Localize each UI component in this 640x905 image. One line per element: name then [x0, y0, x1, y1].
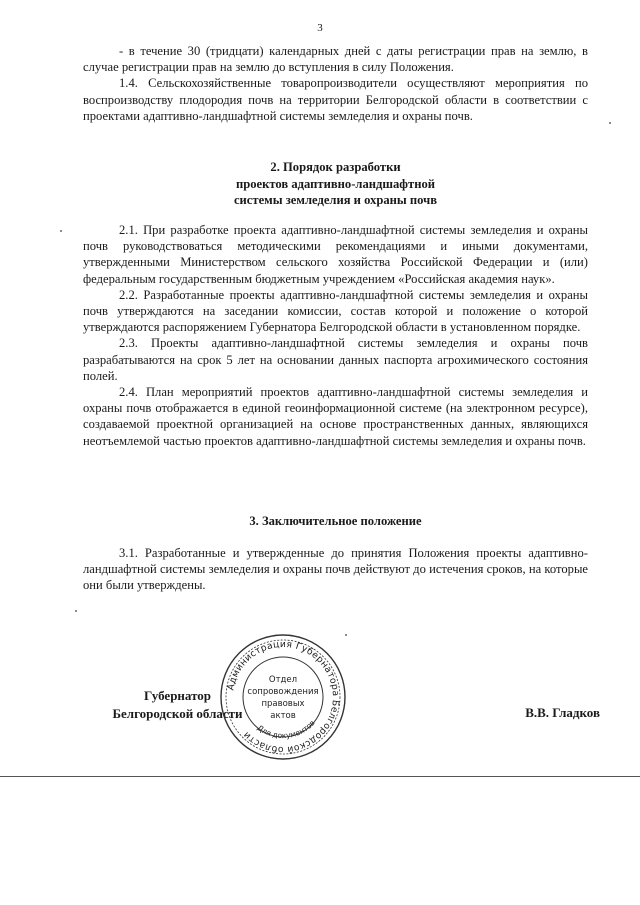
section-2-title-line-3: системы земледелия и охраны почв: [233, 193, 438, 207]
top-paragraphs: [83, 43, 588, 124]
stamp-inner-line-3: правовых: [261, 699, 305, 709]
stamp-outer-ring: [221, 635, 345, 759]
page-number: 3: [317, 22, 323, 34]
paragraph-3-1: 3.1. Разработанные и утвержденные до принятия Положения проекты адаптивно-ландшафтной системы земледелия и охраны почв действуют до истечения сроков, на которые они были утверждены.: [83, 546, 588, 593]
section-3-title: 3. Заключительное положение: [249, 514, 422, 528]
signatory-position-line-2: Белгородской области: [112, 706, 243, 721]
section-2-title-line-1: 2. Порядок разработки: [270, 160, 401, 174]
section-3-body: [83, 545, 588, 594]
footer-rule: [0, 776, 640, 777]
stamp-inner-line-2: сопровождения: [247, 687, 319, 697]
stamp-bottom-text: Для документов: [255, 718, 317, 741]
paragraph-2-3: 2.3. Проекты адаптивно-ландшафтной системы земледелия и охраны почв разрабатываются на срок 5 лет на основании данных паспорта агрохимического состояния полей.: [83, 336, 588, 383]
paragraph-2-1: 2.1. При разработке проекта адаптивно-ландшафтной системы земледелия и охраны почв руководствоваться методическими рекомендациями и иными документами, утвержденными Министерством сельского хозяйства Российской Федерации и (или) федеральным государственным бюджетным учреждением «Российская академия наук».: [83, 223, 588, 286]
scan-artifact-dot: [75, 610, 77, 612]
scan-artifact-dot: [345, 634, 347, 636]
section-2-heading: [83, 159, 588, 209]
scan-artifact-dot: [60, 230, 62, 232]
paragraph-deadline: - в течение 30 (тридцати) календарных дней с даты регистрации прав на землю, в случае регистрации прав на землю до вступления в силу Положения.: [83, 44, 588, 75]
section-3-heading: [83, 513, 588, 530]
stamp-inner-line-1: Отдел: [268, 675, 298, 685]
paragraph-2-2: 2.2. Разработанные проекты адаптивно-ландшафтной системы земледелия и охраны почв утверждаются на заседании комиссии, состав которой и положение о которой утверждаются распоряжением Губернатора Белгородской области в установленном порядке.: [83, 287, 588, 335]
section-2-title-line-2: проектов адаптивно-ландшафтной: [235, 176, 436, 191]
official-stamp: [218, 632, 348, 762]
section-2-body: [83, 222, 588, 449]
paragraph-1-4: 1.4. Сельскохозяйственные товаропроизводители осуществляют мероприятия по воспроизводству плодородия почв на территории Белгородской области в соответствии с проектами адаптивно-ландшафтной системы земледелия и охраны почв.: [83, 76, 588, 123]
stamp-ring-text: Администрация Губернатора Белгородской области: [225, 638, 342, 756]
paragraph-2-4: 2.4. План мероприятий проектов адаптивно-ландшафтной системы земледелия и охраны почв отображается в единой геоинформационной системе (на электронном ресурсе), создаваемой проектной организацией на основе пространственных данных, являющихся неотъемлемой частью проектов адаптивно-ландшафтной системы земледелия и охраны почв.: [83, 385, 588, 448]
signatory-position-line-1: Губернатор: [143, 688, 212, 703]
signatory-name: В.В. Гладков: [525, 705, 600, 720]
stamp-inner-line-4: актов: [270, 711, 296, 721]
scan-artifact-dot: [609, 122, 611, 124]
